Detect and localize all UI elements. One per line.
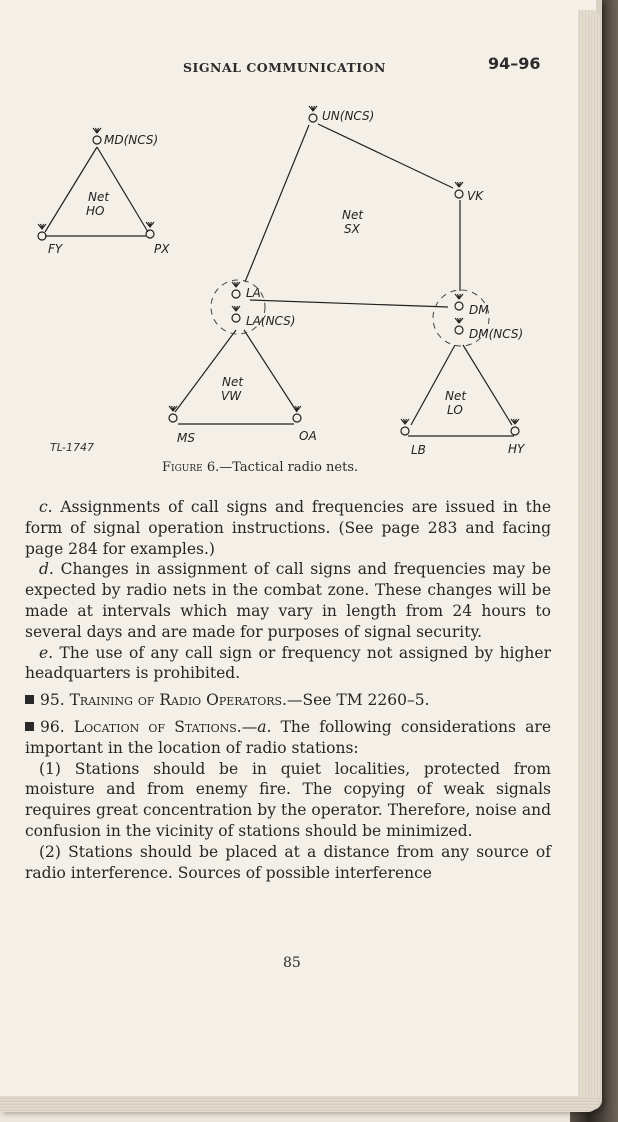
- section-95-text: —See TM 2260–5.: [286, 691, 430, 710]
- station-un: [309, 106, 374, 123]
- station-lb-label: LB: [411, 443, 426, 457]
- paragraph-2: (2) Stations should be placed at a distance from any source of radio interference. Sources of possible interference: [25, 842, 551, 882]
- section-96-title: Location of Stations.: [73, 717, 242, 736]
- station-dm-ncs-label: DM(NCS): [469, 327, 524, 341]
- figure-code: TL-1747: [50, 441, 94, 454]
- antenna-icon: [309, 106, 317, 122]
- station-fy: [38, 224, 64, 256]
- antenna-icon: [455, 318, 463, 334]
- station-lb: [401, 419, 426, 457]
- station-oa-label: OA: [299, 429, 317, 443]
- running-head: SIGNAL COMMUNICATION: [183, 60, 386, 75]
- station-hy: [508, 419, 526, 456]
- page-bottom-edge: [0, 1096, 598, 1112]
- section-96-dash: —: [241, 717, 258, 736]
- antenna-icon: [232, 282, 240, 298]
- section-96-a-label: a.: [257, 717, 272, 736]
- station-la-label: LA: [246, 286, 261, 300]
- net-vw-label: [221, 375, 244, 403]
- station-la: [232, 282, 261, 300]
- section-95-title: Training of Radio Operators.: [69, 691, 287, 710]
- station-la-ncs: [232, 306, 295, 328]
- station-md-label: MD(NCS): [104, 133, 159, 147]
- svg-text:VW: VW: [221, 389, 242, 403]
- paragraph-d: [25, 559, 551, 642]
- station-la-ncs-label: LA(NCS): [246, 314, 296, 328]
- net-sx-label: [342, 208, 364, 236]
- figure-caption: [162, 460, 358, 475]
- net-lo-label: [445, 389, 467, 417]
- paragraph-c-text: Assignments of call signs and frequencies are issued in the form of signal operation instructions. (See page 283 and facing page 284 for examples.): [25, 498, 551, 558]
- section-marker-icon: [25, 722, 34, 731]
- antenna-icon: [455, 182, 463, 198]
- svg-text:Net: Net: [445, 389, 467, 403]
- svg-text:Net: Net: [342, 208, 364, 222]
- paragraph-d-text: Changes in assignment of call signs and frequencies may be expected by radio nets in the combat zone. These changes will be made at intervals which may vary in length from 24 hours to several days and are made for purposes of signal security.: [25, 560, 551, 641]
- svg-text:Net: Net: [88, 190, 110, 204]
- station-px-label: PX: [154, 242, 170, 256]
- net-ho-label: [86, 190, 110, 218]
- figure-caption-label: Figure 6.: [162, 460, 220, 475]
- section-95-number: 95.: [40, 691, 65, 710]
- body-text: [25, 497, 551, 883]
- section-96-number: 96.: [40, 717, 65, 736]
- station-md: [93, 128, 158, 147]
- paragraph-c: [25, 497, 551, 559]
- paragraph-c-label: c.: [39, 498, 53, 516]
- antenna-icon: [169, 406, 177, 422]
- svg-text:SX: SX: [344, 222, 360, 236]
- page-number: 85: [283, 955, 301, 971]
- antenna-icon: [511, 419, 519, 435]
- section-96-a-text: The following considerations are important in the location of radio stations:: [25, 717, 551, 757]
- svg-text:LO: LO: [447, 403, 463, 417]
- station-dm-label: DM: [469, 303, 489, 317]
- svg-text:Net: Net: [222, 375, 244, 389]
- section-95: [25, 690, 551, 711]
- station-ms-label: MS: [177, 431, 195, 445]
- station-fy-label: FY: [48, 242, 63, 256]
- station-hy-label: HY: [508, 442, 525, 456]
- paragraph-d-label: d.: [39, 560, 54, 579]
- page-range: 94–96: [488, 54, 541, 73]
- station-vk-label: VK: [467, 189, 484, 203]
- antenna-icon: [93, 128, 101, 144]
- station-un-label: UN(NCS): [322, 109, 375, 123]
- antenna-icon: [401, 419, 409, 435]
- antenna-icon: [38, 224, 46, 240]
- figure-caption-text: —Tactical radio nets.: [219, 460, 359, 475]
- svg-text:HO: HO: [86, 204, 105, 218]
- station-ms: [169, 406, 195, 445]
- section-marker-icon: [25, 695, 34, 704]
- paragraph-e-label: e.: [39, 643, 54, 662]
- paragraph-e-text: The use of any call sign or frequency not assigned by higher headquarters is prohibited.: [25, 643, 551, 683]
- paragraph-1: (1) Stations should be in quiet localities, protected from moisture and from enemy fire. The copying of weak signals requires great concentration by the operator. Therefore, noise and confusion in the vicinity of stations should be minimized.: [25, 759, 551, 840]
- station-px: [146, 222, 170, 256]
- antenna-icon: [455, 294, 463, 310]
- section-96: [25, 717, 551, 759]
- tactical-radio-nets-figure: [0, 0, 596, 470]
- antenna-icon: [232, 306, 240, 322]
- paragraph-e: [25, 643, 551, 685]
- station-vk: [455, 182, 484, 203]
- station-dm: [455, 294, 489, 317]
